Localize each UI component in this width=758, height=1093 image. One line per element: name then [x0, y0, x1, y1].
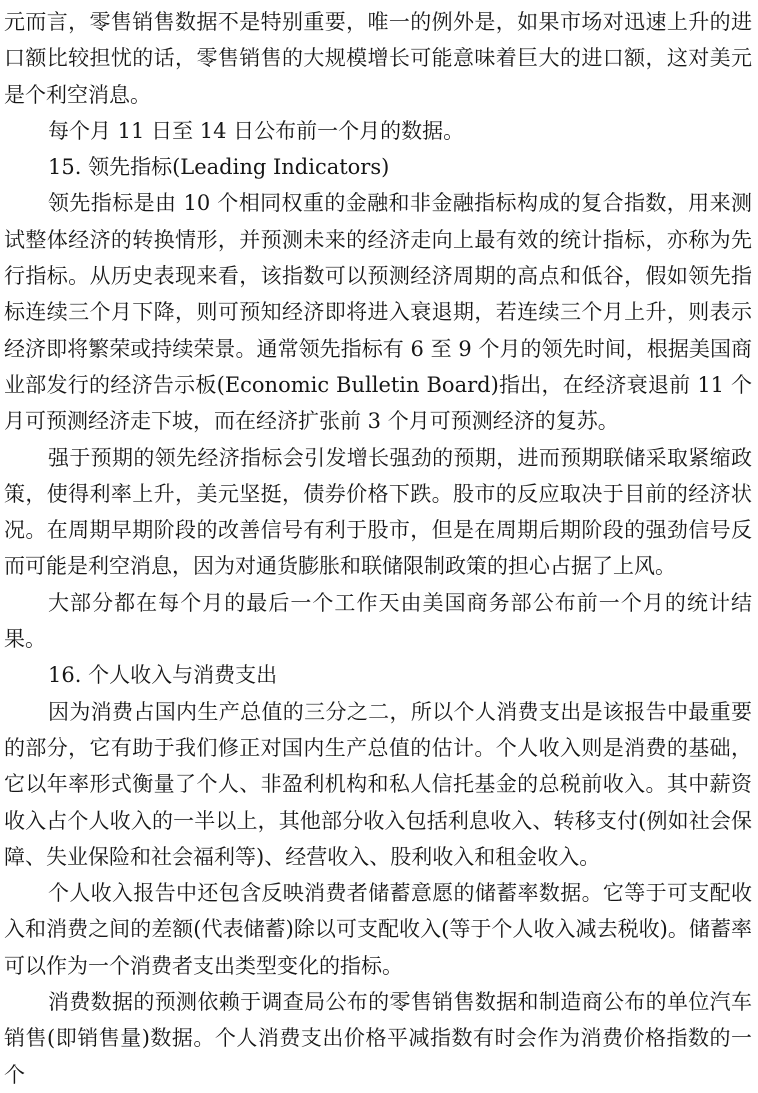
paragraph-leading-indicators-release-schedule: 大部分都在每个月的最后一个工作天由美国商务部公布前一个月的统计结果。 — [4, 590, 752, 652]
paragraph-retail-sales-continuation: 元而言，零售销售数据不是特别重要，唯一的例外是，如果市场对迅速上升的进口额比较担忧的话，零售销售的大规模增长可能意味着巨大的进口额，这对美元是个利空消息。 — [4, 10, 752, 107]
paragraph-consumption-forecast: 消费数据的预测依赖于调查局公布的零售销售数据和制造商公布的单位汽车销售(即销售量)数据。个人消费支出价格平减指数有时会作为消费价格指数的一个 — [4, 990, 752, 1087]
paragraph-leading-indicators-market-impact: 强于预期的领先经济指标会引发增长强劲的预期，进而预期联储采取紧缩政策，使得利率上升，美元坚挺，债券价格下跌。股市的反应取决于目前的经济状况。在周期早期阶段的改善信号有利于股市，但是在周期后期阶段的强劲信号反而可能是利空消息，因为对通货膨胀和联储限制政策的担心占据了上风。 — [4, 445, 752, 579]
heading-leading-indicators: 15. 领先指标(Leading Indicators) — [48, 155, 390, 180]
paragraph-retail-release-schedule: 每个月 11 日至 14 日公布前一个月的数据。 — [48, 118, 465, 143]
paragraph-personal-consumption-importance: 因为消费占国内生产总值的三分之二，所以个人消费支出是该报告中最重要的部分，它有助于我们修正对国内生产总值的估计。个人收入则是消费的基础，它以年率形式衡量了个人、非盈利机构和私人信托基金的总税前收入。其中薪资收入占个人收入的一半以上，其他部分收入包括利息收入、转移支付(例如社会保障、失业保险和社会福利等)、经营收入、股利收入和租金收入。 — [4, 699, 752, 869]
document-page — [4, 4, 752, 1093]
paragraph-savings-rate: 个人收入报告中还包含反映消费者储蓄意愿的储蓄率数据。它等于可支配收入和消费之间的差额(代表储蓄)除以可支配收入(等于个人收入减去税收)。储蓄率可以作为一个消费者支出类型变化的指标。 — [4, 881, 752, 978]
heading-personal-income-spending: 16. 个人收入与消费支出 — [48, 663, 278, 688]
paragraph-leading-indicators-definition: 领先指标是由 10 个相同权重的金融和非金融指标构成的复合指数，用来测试整体经济的转换情形，并预测未来的经济走向上最有效的统计指标，亦称为先行指标。从历史表现来看，该指数可以预测经济周期的高点和低谷，假如领先指标连续三个月下降，则可预知经济即将进入衰退期，若连续三个月上升，则表示经济即将繁荣或持续荣景。通常领先指标有 6 至 9 个月的领先时间，根据美国商业部发行的经济告示板(Economic Bulletin Board)指出，在经济衰退前 11 个月可预测经济走下坡，而在经济扩张前 3 个月可预测经济的复苏。 — [4, 191, 752, 434]
